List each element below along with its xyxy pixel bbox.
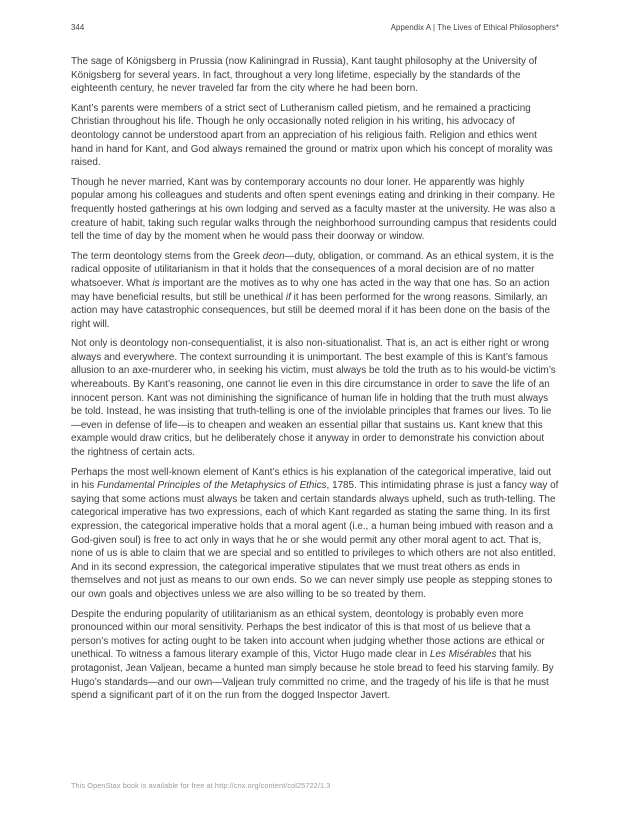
running-title: Appendix A | The Lives of Ethical Philosophers* <box>390 23 559 32</box>
paragraph-text-run: that his protagonist, Jean Valjean, became a hunted man simply because he stole bread to feed his starving family. By Hugo’s standards—and our own—Valjean truly committed no crime, and the tragedy of his life is that he must spend a significant part of it on the run from the dogged Inspector Javert. <box>71 649 554 702</box>
paragraph-text-run: —duty, obligation, or command. As an ethical system, it is the radical opposite of utilitarianism in that it holds that the consequences of a moral decision are of no matter whatsoever. What <box>71 250 554 289</box>
footer-attribution-text: This OpenStax book is available for free at http://cnx.org/content/col25722/1.3 <box>71 781 331 790</box>
paragraph <box>71 250 559 332</box>
paragraph-italic-run: Les Misérables <box>429 649 497 661</box>
paragraph-text-run: Not only is deontology non-consequentialist, it is also non-situationalist. That is, an act is either right or wrong always and everywhere. The context surrounding it is unimportant. The best example of this is Kant’s famous allusion to an axe-murderer who, in seeking his victim, must always be told the truth as to his would-be victim’s whereabouts. By Kant’s reasoning, one cannot lie even in this dire circumstance in order to save the life of an innocent person. Kant was not diminishing the significance of human life in holding that the truth must always be told. Instead, he was insisting that truth-telling is one of the inviolable principles that frames our lives. To lie—even in defense of life—is to cheapen and weaken an essential pillar that sustains us. Kant knew that this example would draw critics, but he deliberately chose it anyway in order to demonstrate his conviction about the rightness of certain acts. <box>71 338 556 459</box>
paragraph-text-run: The sage of Königsberg in Prussia (now Kaliningrad in Russia), Kant taught philosophy at the University of Königsberg for several years. In fact, throughout a very long lifetime, especially by the standards of the eighteenth century, he never traveled far from the city where he had been born. <box>71 56 537 95</box>
paragraph <box>71 608 559 703</box>
paragraph-text-run: important are the motives as to why one has acted in the way that one has. So an action may have beneficial results, but still be unethical <box>71 277 550 303</box>
page-header <box>71 23 559 32</box>
paragraph <box>71 466 559 602</box>
paragraph-italic-run: is <box>152 277 160 289</box>
paragraph <box>71 55 559 96</box>
paragraph-text-run: it has been performed for the wrong reasons. Similarly, an action may have catastrophic consequences, but still be deemed moral if it has been done on the basis of the right will. <box>71 291 550 330</box>
paragraph-italic-run: if <box>285 291 291 303</box>
paragraph <box>71 176 559 244</box>
paragraph <box>71 337 559 459</box>
paragraph-text-run: Though he never married, Kant was by contemporary accounts no dour loner. He apparently was highly popular among his colleagues and students and often spent evenings eating and drinking in their company. He frequently hosted gatherings at his own lodging and served as a faculty master at the university. He was also a creature of habit, taking such regular walks through the neighborhood surrounding campus that residents could tell the time of day by the moment when he would pass their doorway or window. <box>71 176 557 243</box>
paragraph-text-run: The term deontology stems from the Greek <box>71 250 263 262</box>
paragraph-italic-run: Fundamental Principles of the Metaphysics of Ethics <box>97 480 327 492</box>
paragraph <box>71 102 559 170</box>
paragraph-text-run: Despite the enduring popularity of utilitarianism as an ethical system, deontology is probably even more pronounced within our moral sensitivity. Perhaps the best indicator of this is that most of us believe that a person’s motives for acting ought to be taken into account when judging whether those actions are ethical or unethical. To witness a famous literary example of this, Victor Hugo made clear in <box>71 608 545 661</box>
paragraph-text-run: Kant’s parents were members of a strict sect of Lutheranism called pietism, and he remained a practicing Christian throughout his life. Though he only occasionally noted religion in his writing, his advocacy of deontology cannot be understood apart from an appreciation of his religious faith. Religion and ethics went hand in hand for Kant, and God always remained the ground or matrix upon which his concept of morality was raised. <box>71 102 553 169</box>
article-body <box>71 55 559 709</box>
paragraph-text-run: Perhaps the most well-known element of Kant’s ethics is his explanation of the categorical imperative, laid out in his <box>71 466 552 492</box>
page-number: 344 <box>71 23 85 32</box>
paragraph-text-run: , 1785. This intimidating phrase is just a fancy way of saying that some actions must always be taken and certain standards always upheld, such as truth-telling. The categorical imperative has two expressions, each of which Kant regarded as stating the same thing. In its first expression, the categorical imperative holds that a moral agent (i.e., a human being imbued with reason and a God-given soul) is free to act only in ways that he or she would permit any other moral agent to act. That is, none of us is able to claim that we are special and so entitled to privileges to which others are not also entitled. And in its second expression, the categorical imperative stipulates that we must treat others as ends in themselves and not just as means to our own ends. So we can never simply use people as stepping stones to our own goals and objectives unless we are also willing to be so treated by them. <box>71 480 559 600</box>
page-footer <box>71 781 330 790</box>
paragraph-italic-run: deon <box>262 250 285 262</box>
